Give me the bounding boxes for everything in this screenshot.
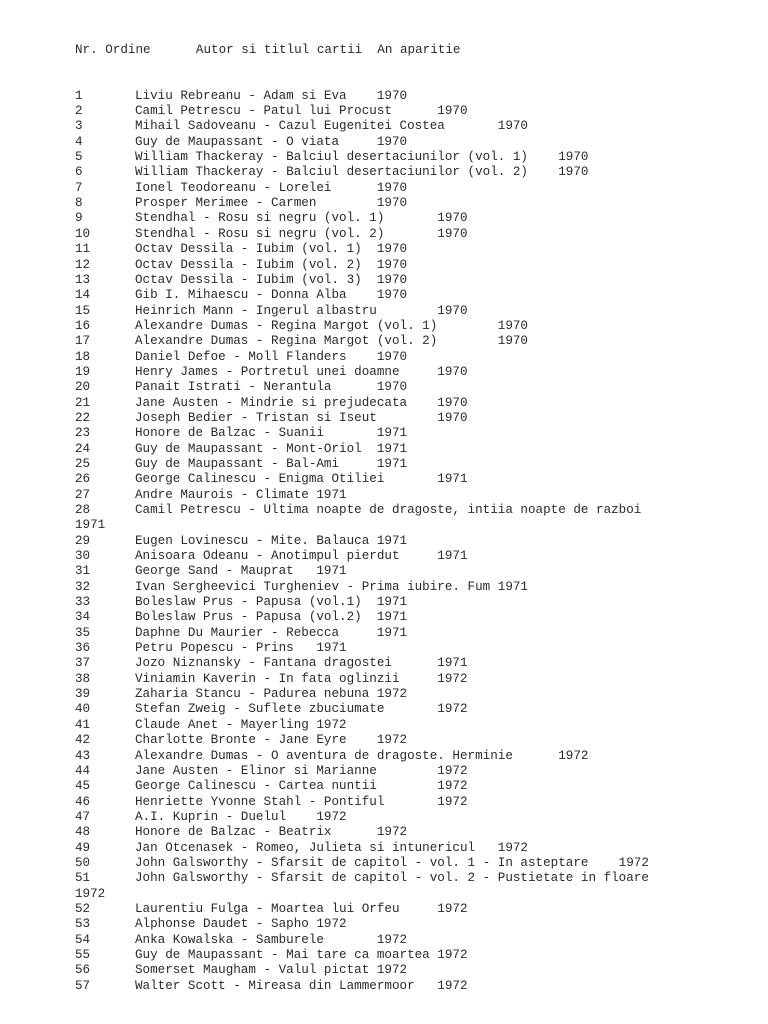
- entry-text: A.I. Kuprin - Duelul 1972: [135, 809, 347, 824]
- list-item: [75, 718, 755, 733]
- entry-number: 19: [75, 364, 91, 379]
- list-item: [75, 902, 755, 917]
- entry-text: Panait Istrati - Nerantula 1970: [135, 380, 408, 395]
- entry-text: Petru Popescu - Prins 1971: [135, 641, 347, 656]
- entry-text: Jozo Niznansky - Fantana dragostei 1971: [135, 656, 468, 671]
- list-item: [75, 442, 755, 457]
- list-item: [75, 580, 755, 595]
- entry-number: 31: [75, 564, 91, 579]
- list-item: [75, 733, 755, 748]
- entry-text: Mihail Sadoveanu - Cazul Eugenitei Costea 1970: [135, 119, 528, 134]
- entry-number: 28: [75, 503, 91, 517]
- entry-text: Octav Dessila - Iubim (vol. 2) 1970: [135, 257, 408, 272]
- entry-text: Stendhal - Rosu si negru (vol. 1) 1970: [135, 211, 468, 226]
- document-body: [75, 12, 755, 1009]
- entry-text: Andre Maurois - Climate 1971: [135, 487, 347, 502]
- entry-text: Alexandre Dumas - Regina Margot (vol. 2) 1970: [135, 334, 528, 349]
- entry-text: Guy de Maupassant - Mai tare ca moartea 1972: [135, 947, 468, 962]
- list-item: [75, 258, 755, 273]
- list-item: [75, 933, 755, 948]
- entry-number: 20: [75, 380, 91, 395]
- entry-continuation: 1971: [75, 518, 106, 533]
- entry-number: 24: [75, 441, 91, 456]
- entry-text: Gib I. Mihaescu - Donna Alba 1970: [135, 288, 408, 303]
- entry-number: 55: [75, 947, 91, 962]
- entry-text: Octav Dessila - Iubim (vol. 1) 1970: [135, 242, 408, 257]
- list-item: [75, 273, 755, 288]
- entry-number: 8: [75, 196, 83, 211]
- entry-text: Liviu Rebreanu - Adam si Eva 1970: [135, 88, 408, 103]
- entry-number: 50: [75, 855, 91, 870]
- entry-text: Alphonse Daudet - Sapho 1972: [135, 917, 347, 932]
- list-item: [75, 119, 755, 134]
- list-item: [75, 856, 755, 871]
- entry-number: 56: [75, 963, 91, 978]
- entry-text: William Thackeray - Balciul desertaciunilor (vol. 1) 1970: [135, 150, 589, 165]
- entry-text: Camil Petrescu - Patul lui Procust 1970: [135, 104, 468, 119]
- entry-number: 25: [75, 456, 91, 471]
- entry-number: 10: [75, 226, 91, 241]
- entry-number: 9: [75, 211, 83, 226]
- entry-number: 2: [75, 104, 83, 119]
- list-item: [75, 319, 755, 334]
- list-item: [75, 411, 755, 426]
- list-item: [75, 779, 755, 794]
- entry-text: Jane Austen - Elinor si Marianne 1972: [135, 763, 468, 778]
- list-item: [75, 350, 755, 365]
- entry-number: 37: [75, 656, 91, 671]
- list-item: [75, 702, 755, 717]
- list-item: [75, 227, 755, 242]
- entry-number: 3: [75, 119, 83, 134]
- list-item: [75, 595, 755, 610]
- entry-text: Alexandre Dumas - Regina Margot (vol. 1) 1970: [135, 318, 528, 333]
- entry-text: Stendhal - Rosu si negru (vol. 2) 1970: [135, 226, 468, 241]
- list-item: [75, 181, 755, 196]
- entry-number: 54: [75, 932, 91, 947]
- list-item: [75, 104, 755, 119]
- list-item: [75, 196, 755, 211]
- entry-text: Guy de Maupassant - Bal-Ami 1971: [135, 456, 408, 471]
- entry-number: 41: [75, 717, 91, 732]
- entry-text: Guy de Maupassant - O viata 1970: [135, 134, 408, 149]
- list-item: [75, 534, 755, 549]
- entry-number: 18: [75, 349, 91, 364]
- entry-number: 57: [75, 978, 91, 993]
- entry-number: 47: [75, 809, 91, 824]
- list-item: [75, 304, 755, 319]
- list-item: [75, 810, 755, 825]
- entry-text: Stefan Zweig - Suflete zbuciumate 1972: [135, 702, 468, 717]
- entry-text: Honore de Balzac - Beatrix 1972: [135, 825, 408, 840]
- list-item: [75, 89, 755, 104]
- entry-number: 36: [75, 641, 91, 656]
- entry-text: Viniamin Kaverin - In fata oglinzii 1972: [135, 671, 468, 686]
- entry-number: 4: [75, 134, 83, 149]
- entry-number: 45: [75, 779, 91, 794]
- entry-text: Honore de Balzac - Suanii 1971: [135, 426, 408, 441]
- list-item: [75, 626, 755, 641]
- entry-text: Boleslaw Prus - Papusa (vol.2) 1971: [135, 610, 408, 625]
- entry-text: William Thackeray - Balciul desertaciunilor (vol. 2) 1970: [135, 165, 589, 180]
- entry-text: Walter Scott - Mireasa din Lammermoor 1972: [135, 978, 468, 993]
- list-item: [75, 656, 755, 671]
- entry-number: 13: [75, 272, 91, 287]
- entry-text: Camil Petrescu - Ultima noapte de dragoste, intiia noapte de razboi: [135, 503, 642, 517]
- entry-text: Anka Kowalska - Samburele 1972: [135, 932, 408, 947]
- list-item: [75, 242, 755, 257]
- entry-text: Somerset Maugham - Valul pictat 1972: [135, 963, 408, 978]
- list-item: [75, 825, 755, 840]
- entry-number: 33: [75, 595, 91, 610]
- list-item: [75, 503, 755, 518]
- list-item: [75, 211, 755, 226]
- entry-number: 17: [75, 334, 91, 349]
- list-item: [75, 549, 755, 564]
- entry-number: 11: [75, 242, 91, 257]
- entry-text: Daniel Defoe - Moll Flanders 1970: [135, 349, 408, 364]
- table-header: Nr. Ordine Autor si titlul cartii An aparitie: [75, 42, 461, 57]
- list-item: [75, 165, 755, 180]
- list-item: [75, 610, 755, 625]
- entry-text: Henriette Yvonne Stahl - Pontiful 1972: [135, 794, 468, 809]
- entry-text: Jane Austen - Mindrie si prejudecata 1970: [135, 395, 468, 410]
- entry-number: 35: [75, 625, 91, 640]
- entry-number: 49: [75, 840, 91, 855]
- entry-text: George Sand - Mauprat 1971: [135, 564, 347, 579]
- list-item: [75, 841, 755, 856]
- entry-text: Zaharia Stancu - Padurea nebuna 1972: [135, 687, 408, 702]
- list-item: [75, 979, 755, 994]
- entry-text: Eugen Lovinescu - Mite. Balauca 1971: [135, 533, 408, 548]
- list-item: [75, 672, 755, 687]
- entry-number: 32: [75, 579, 91, 594]
- entry-number: 30: [75, 549, 91, 564]
- entry-text: John Galsworthy - Sfarsit de capitol - vol. 1 - In asteptare 1972: [135, 855, 649, 870]
- entry-text: Laurentiu Fulga - Moartea lui Orfeu 1972: [135, 901, 468, 916]
- entry-text: Claude Anet - Mayerling 1972: [135, 717, 347, 732]
- list-item: [75, 396, 755, 411]
- entry-number: 12: [75, 257, 91, 272]
- list-item: [75, 365, 755, 380]
- entry-text: Daphne Du Maurier - Rebecca 1971: [135, 625, 408, 640]
- entry-text: Henry James - Portretul unei doamne 1970: [135, 364, 468, 379]
- entry-text: Joseph Bedier - Tristan si Iseut 1970: [135, 410, 468, 425]
- list-item: [75, 135, 755, 150]
- entry-number: 22: [75, 410, 91, 425]
- entry-text: Heinrich Mann - Ingerul albastru 1970: [135, 303, 468, 318]
- entry-number: 23: [75, 426, 91, 441]
- entry-text: Boleslaw Prus - Papusa (vol.1) 1971: [135, 595, 408, 610]
- list-item: [75, 288, 755, 303]
- entry-number: 42: [75, 733, 91, 748]
- list-item: [75, 871, 755, 886]
- entry-number: 44: [75, 763, 91, 778]
- entry-text: John Galsworthy - Sfarsit de capitol - vol. 2 - Pustietate in floare: [135, 871, 649, 886]
- entry-number: 40: [75, 702, 91, 717]
- list-item: [75, 472, 755, 487]
- list-item: [75, 641, 755, 656]
- list-item: [75, 457, 755, 472]
- list-item: [75, 687, 755, 702]
- list-item: [75, 917, 755, 932]
- list-item: [75, 150, 755, 165]
- list-item: [75, 380, 755, 395]
- entry-number: 34: [75, 610, 91, 625]
- list-item: [75, 749, 755, 764]
- entry-number: 21: [75, 395, 91, 410]
- entry-number: 29: [75, 533, 91, 548]
- entry-number: 48: [75, 825, 91, 840]
- list-item: [75, 963, 755, 978]
- list-item: [75, 948, 755, 963]
- entry-continuation: 1972: [75, 886, 106, 901]
- entry-text: Anisoara Odeanu - Anotimpul pierdut 1971: [135, 549, 468, 564]
- entry-number: 5: [75, 150, 83, 165]
- entry-number: 38: [75, 671, 91, 686]
- entry-text: Guy de Maupassant - Mont-Oriol 1971: [135, 441, 408, 456]
- entry-number: 7: [75, 180, 83, 195]
- entry-text: George Calinescu - Cartea nuntii 1972: [135, 779, 468, 794]
- entry-text: Alexandre Dumas - O aventura de dragoste. Herminie 1972: [135, 748, 589, 763]
- entry-number: 52: [75, 901, 91, 916]
- entry-text: Octav Dessila - Iubim (vol. 3) 1970: [135, 272, 408, 287]
- entry-number: 43: [75, 748, 91, 763]
- entry-number: 15: [75, 303, 91, 318]
- entry-number: 27: [75, 487, 91, 502]
- entry-number: 51: [75, 871, 91, 886]
- entry-number: 46: [75, 794, 91, 809]
- entry-text: Prosper Merimee - Carmen 1970: [135, 196, 408, 211]
- entry-number: 1: [75, 88, 83, 103]
- list-item: [75, 764, 755, 779]
- entry-number: 53: [75, 917, 91, 932]
- entry-text: Ivan Sergheevici Turgheniev - Prima iubire. Fum 1971: [135, 579, 528, 594]
- entry-number: 14: [75, 288, 91, 303]
- entry-number: 26: [75, 472, 91, 487]
- entry-number: 6: [75, 165, 83, 180]
- list-item: [75, 334, 755, 349]
- entry-text: George Calinescu - Enigma Otiliei 1971: [135, 472, 468, 487]
- entry-number: 39: [75, 687, 91, 702]
- list-item: [75, 426, 755, 441]
- list-item: [75, 564, 755, 579]
- entry-text: Ionel Teodoreanu - Lorelei 1970: [135, 180, 408, 195]
- entry-text: Charlotte Bronte - Jane Eyre 1972: [135, 733, 408, 748]
- book-list: [75, 89, 755, 994]
- entry-text: Jan Otcenasek - Romeo, Julieta si intunericul 1972: [135, 840, 528, 855]
- list-item: [75, 795, 755, 810]
- entry-number: 16: [75, 318, 91, 333]
- list-item: [75, 488, 755, 503]
